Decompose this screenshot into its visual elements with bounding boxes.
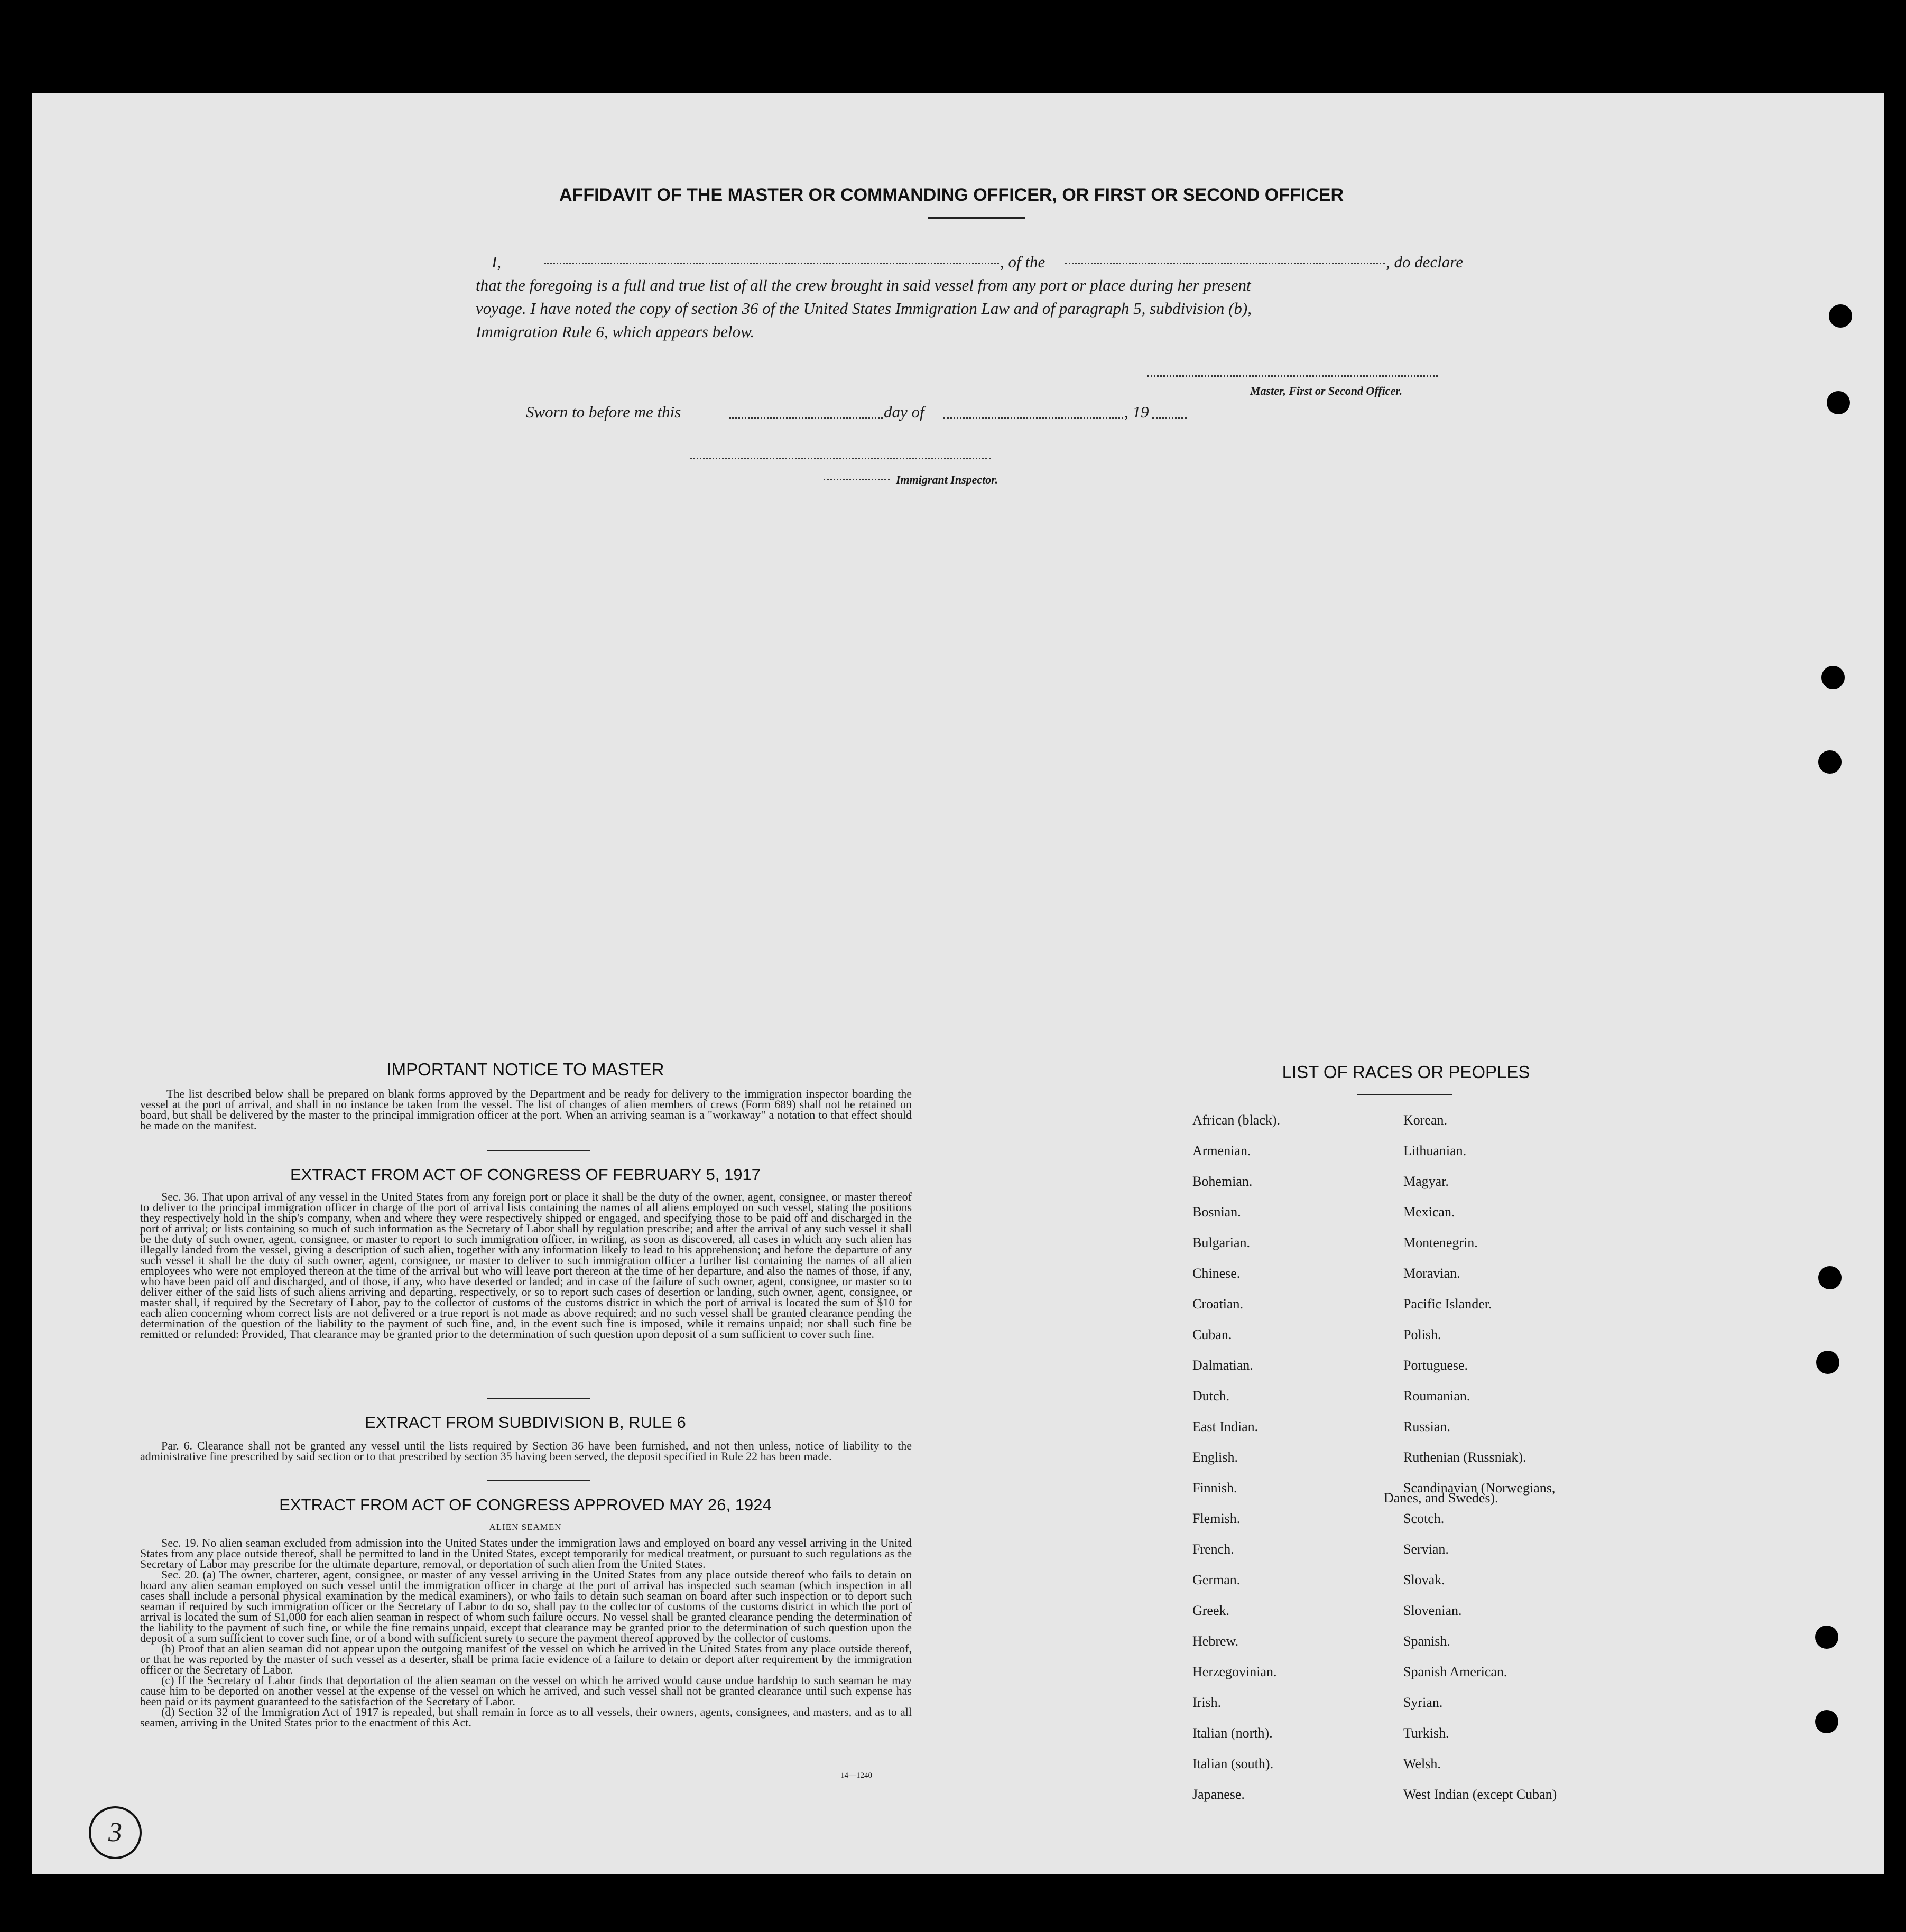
binder-hole-8 (1815, 1710, 1838, 1733)
race-item: Korean. (1403, 1112, 1448, 1128)
notice-title: IMPORTANT NOTICE TO MASTER (386, 1060, 664, 1079)
signature-line[interactable] (1147, 375, 1438, 377)
affidavit-title: AFFIDAVIT OF THE MASTER OR COMMANDING OFFICER, OR FIRST OR SECOND OFFICER (559, 185, 1344, 205)
race-item: Irish. (1192, 1695, 1222, 1710)
race-item: Armenian. (1192, 1143, 1251, 1158)
race-item: Dalmatian. (1192, 1358, 1253, 1373)
affidavit-line1-declare: , do declare (1386, 253, 1464, 271)
page-number: 3 (108, 1817, 122, 1847)
inspector-label: Immigrant Inspector. (896, 473, 998, 486)
race-item: Pacific Islander. (1403, 1296, 1492, 1312)
race-item: Japanese. (1192, 1787, 1245, 1802)
race-item: Roumanian. (1403, 1388, 1470, 1404)
race-item: Ruthenian (Russniak). (1403, 1450, 1526, 1465)
signature-label: Master, First or Second Officer. (1250, 384, 1403, 397)
vessel-field[interactable] (1065, 263, 1385, 264)
page-number-mark (89, 1806, 142, 1859)
sec-20b: (b) Proof that an alien seaman did not appear upon the outgoing manifest of the vessel on which he arrived in the United States from any place outside thereof, or that he was reported by the master of such vessel as a deserter, shall be prima facie evidence of a failure to detain or deport after requirement by the immigration officer or the Secretary of Labor. (140, 1642, 912, 1676)
race-item: Dutch. (1192, 1388, 1230, 1404)
sworn-text: Sworn to before me this (526, 403, 681, 421)
race-item: Croatian. (1192, 1296, 1244, 1312)
race-item: Slovak. (1403, 1572, 1445, 1587)
day-of-text: day of (884, 403, 924, 421)
race-item: Syrian. (1403, 1695, 1443, 1710)
extract-1924-body (140, 1538, 912, 1728)
race-item: Italian (north). (1192, 1725, 1273, 1741)
binder-hole-3 (1821, 666, 1845, 689)
form-number: 14—1240 (840, 1771, 872, 1780)
race-item: Mexican. (1403, 1204, 1455, 1220)
race-item: Spanish. (1403, 1633, 1450, 1649)
race-item: Servian. (1403, 1541, 1449, 1557)
race-item-scandinavian-cont: Danes, and Swedes). (1384, 1490, 1498, 1506)
race-item: Portuguese. (1403, 1358, 1468, 1373)
race-item: Russian. (1403, 1419, 1450, 1434)
extract-rule6-rule (487, 1480, 590, 1481)
race-item: Herzegovinian. (1192, 1664, 1277, 1679)
race-item: Scandinavian (Norwegians, (1403, 1480, 1556, 1496)
race-item: Moravian. (1403, 1266, 1460, 1281)
year-text: , 19 (1124, 403, 1149, 421)
races-title: LIST OF RACES OR PEOPLES (1282, 1062, 1530, 1082)
extract-1924-title: EXTRACT FROM ACT OF CONGRESS APPROVED MAY 26, 1924 (279, 1496, 772, 1514)
race-item: Finnish. (1192, 1480, 1237, 1496)
name-field[interactable] (544, 263, 999, 264)
races-title-rule (1357, 1094, 1452, 1095)
race-item: East Indian. (1192, 1419, 1259, 1434)
affidavit-line1-i: I, (492, 253, 502, 271)
sec-20a: Sec. 20. (a) The owner, charterer, agent, consignee, or master of any vessel arriving in the United States from any place outside thereof who fails to detain on board any alien seaman employed on such vessel until the immigration officer in charge at the port of arrival has inspected such seaman (which inspection in all cases shall include a personal physical examination by the medical examiners), or who fails to detain such seaman on board after such inspection or to deport such seaman if required by such immigration officer or the Secretary of Labor to do so, shall pay to the collector of customs of the customs district in which the port of arrival is located the sum of $1,000 for each alien seaman in respect of whom such failure occurs. No vessel shall be granted clearance pending the determination of the liability to the payment of such fine, or while the fine remains unpaid, except that clearance may be granted prior to the determination of such question upon the deposit of a sum sufficient to cover such fine, or of a bond with sufficient surety to secure the payment thereof approved by the collector of customs. (140, 1568, 912, 1645)
extract-rule6-body: Par. 6. Clearance shall not be granted any vessel until the lists required by Section 36 have been furnished, and not then unless, notice of liability to the administrative fine prescribed by said section or to that prescribed by section 35 having been served, the deposit specified in Rule 22 has been made. (140, 1439, 912, 1463)
race-item: Bulgarian. (1192, 1235, 1251, 1250)
notice-rule (487, 1150, 590, 1151)
affidavit-line1-of: , of the (1000, 253, 1045, 271)
notice-body: The list described below shall be prepared on blank forms approved by the Department and be ready for delivery to the immigration inspector boarding the vessel at the port of arrival, and shall in no instance be taken from the vessel. The list of changes of alien members of crews (Form 689) shall not be retained on board, but shall be delivered by the master to the principal immigration officer at the port. When an arriving seaman is a "workaway" a notation to that effect should be made on the manifest. (140, 1087, 912, 1132)
race-item: Hebrew. (1192, 1633, 1239, 1649)
inspector-line[interactable] (824, 479, 890, 480)
race-item: Bohemian. (1192, 1174, 1253, 1189)
race-item: African (black). (1192, 1112, 1281, 1128)
race-item: Slovenian. (1403, 1603, 1462, 1618)
race-item: Welsh. (1403, 1756, 1441, 1771)
race-item: West Indian (except Cuban) (1403, 1787, 1557, 1802)
extract-1917-rule (487, 1398, 590, 1399)
race-item: Cuban. (1192, 1327, 1232, 1342)
race-item: Spanish American. (1403, 1664, 1507, 1679)
race-item: Turkish. (1403, 1725, 1449, 1741)
sec-19: Sec. 19. No alien seaman excluded from admission into the United States under the immigration laws and employed on board any vessel arriving in the United States from any place outside thereof, shall be permitted to land in the United States, except temporarily for medical treatment, or pursuant to such regulations as the Secretary of Labor may prescribe for the ultimate departure, removal, or deportation of such alien from the United States. (140, 1536, 912, 1571)
race-item: German. (1192, 1572, 1241, 1587)
inspector-line-upper[interactable] (690, 458, 991, 459)
race-item: Italian (south). (1192, 1756, 1274, 1771)
binder-hole-1 (1829, 304, 1852, 328)
affidavit-line4: Immigration Rule 6, which appears below. (476, 322, 755, 341)
sec-20d: (d) Section 32 of the Immigration Act of 1917 is repealed, but shall remain in force as to all vessels, their owners, agents, consignees, and masters, and as to all seamen, arriving in the United States prior to the enactment of this Act. (140, 1705, 912, 1729)
affidavit-line2: that the foregoing is a full and true list of all the crew brought in said vessel from any port or place during her present (476, 276, 1251, 294)
binder-hole-6 (1816, 1351, 1839, 1374)
binder-hole-5 (1818, 1266, 1842, 1289)
extract-1917-title: EXTRACT FROM ACT OF CONGRESS OF FEBRUARY 5, 1917 (290, 1165, 761, 1184)
race-item: Magyar. (1403, 1174, 1449, 1189)
extract-rule6-title: EXTRACT FROM SUBDIVISION B, RULE 6 (365, 1413, 686, 1432)
race-item: Chinese. (1192, 1266, 1241, 1281)
race-item: Flemish. (1192, 1511, 1241, 1526)
binder-hole-4 (1818, 750, 1842, 774)
sworn-year-field[interactable] (1152, 417, 1187, 419)
extract-1917-body: Sec. 36. That upon arrival of any vessel in the United States from any foreign port or place it shall be the duty of the owner, agent, consignee, or master thereof to deliver to the principal immigration officer in charge of the port of arrival lists containing the names of all aliens employed on such vessel, stating the positions they respectively hold in the ship's company, when and where they were respectively shipped or engaged, and specifying those to be paid off and discharged in the port of arrival; or lists containing so much of such information as the Secretary of Labor shall by regulation prescribe; and after the arrival of any such vessel it shall be the duty of such owner, agent, consignee, or master to report to such immigration officer, in writing, as soon as discovered, all cases in which any such alien has illegally landed from the vessel, giving a description of such alien, together with any information likely to lead to his apprehension; and before the departure of any such vessel it shall be the duty of such owner, agent, consignee, or master to deliver to such immigration officer a further list containing the names of all alien employees who were not employed thereon at the time of the arrival but who will leave port thereon at the time of her departure, and also the names of those, if any, who have been paid off and discharged, and of those, if any, who have deserted or landed; and in case of the failure of such owner, agent, consignee, or master so to deliver either of the said lists of such aliens arriving and departing, respectively, or so to report such cases of desertion or landing, such owner, agent, consignee, or master shall, if required by the Secretary of Labor, pay to the collector of customs of the customs district in which the port of arrival is located the sum of $10 for each alien concerning whom correct lists are not delivered or a true report is not made as above required; and no such vessel shall be granted clearance pending the determination of the question of the liability to the payment of such fine, and, in the event such fine is imposed, while it remains unpaid; nor shall such fine be remitted or refunded: Provided, That clearance may be granted prior to the determination of such question upon deposit of a sum sufficient to cover such fine. (140, 1190, 912, 1341)
race-item: English. (1192, 1450, 1238, 1465)
extract-1924-subtitle: ALIEN SEAMEN (489, 1522, 562, 1532)
binder-hole-2 (1827, 391, 1850, 414)
sworn-month-field[interactable] (943, 417, 1123, 419)
sec-20c: (c) If the Secretary of Labor finds that deportation of the alien seaman on the vessel on which he arrived would cause undue hardship to such seaman he may cause him to be deported on another vessel at the expense of the vessel on which he arrived, and such vessel shall not be granted clearance until such expense has been paid or its payment guaranteed to the satisfaction of the Secretary of Labor. (140, 1674, 912, 1708)
race-item: Polish. (1403, 1327, 1441, 1342)
affidavit-title-rule (928, 217, 1025, 219)
affidavit-line3: voyage. I have noted the copy of section 36 of the United States Immigration Law and of paragraph 5, subdivision (b), (476, 299, 1252, 318)
race-item: French. (1192, 1541, 1234, 1557)
sworn-day-field[interactable] (729, 417, 883, 419)
race-item: Scotch. (1403, 1511, 1445, 1526)
race-item: Bosnian. (1192, 1204, 1241, 1220)
race-item: Montenegrin. (1403, 1235, 1478, 1250)
race-item: Lithuanian. (1403, 1143, 1467, 1158)
race-item: Greek. (1192, 1603, 1230, 1618)
binder-hole-7 (1815, 1626, 1838, 1649)
